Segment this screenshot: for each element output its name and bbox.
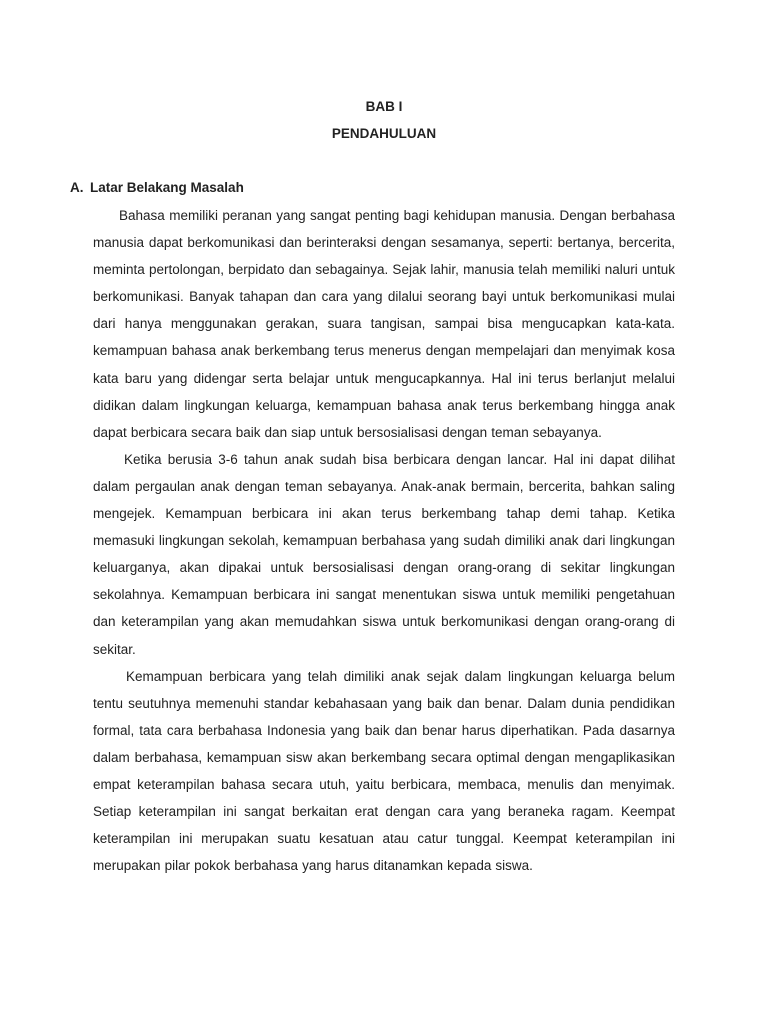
section-letter: A. bbox=[70, 180, 84, 195]
paragraph-1: Bahasa memiliki peranan yang sangat penting bagi kehidupan manusia. Dengan berbahasa manusia dapat berkomunikasi dan berinteraksi dengan sesamanya, seperti: bertanya, bercerita, meminta pertolongan, berpidato dan sebagainya. Sejak lahir, manusia telah memiliki naluri untuk berkomunikasi. Banyak tahapan dan cara yang dilalui seorang bayi untuk berkomunikasi mulai dari hanya menggunakan gerakan, suara tangisan, sampai bisa mengucapkan kata-kata. kemampuan bahasa anak berkembang terus menerus dengan mempelajari dan menyimak kosa kata baru yang didengar serta belajar untuk mengucapkannya. Hal ini terus berlanjut melalui didikan dalam lingkungan keluarga, kemampuan bahasa anak terus berkembang hingga anak dapat berbicara secara baik dan siap untuk bersosialisasi dengan teman sebayanya. bbox=[93, 208, 675, 440]
body-text bbox=[93, 202, 675, 879]
section-title: Latar Belakang Masalah bbox=[90, 180, 244, 195]
paragraph-2: Ketika berusia 3-6 tahun anak sudah bisa berbicara dengan lancar. Hal ini dapat dilihat dalam pergaulan anak dengan teman sebayanya. Anak-anak bermain, bercerita, bahkan saling mengejek. Kemampuan berbicara ini akan terus berkembang tahap demi tahap. Ketika memasuki lingkungan sekolah, kemampuan berbahasa yang sudah dimiliki anak dari lingkungan keluarganya, akan dipakai untuk bersosialisasi dengan orang-orang di sekitar lingkungan sekolahnya. Kemampuan berbicara ini sangat menentukan siswa untuk memiliki pengetahuan dan keterampilan yang akan memudahkan siswa untuk berkomunikasi dengan orang-orang di sekitar. bbox=[93, 451, 675, 657]
section-heading bbox=[70, 180, 244, 196]
paragraph-3: Kemampuan berbicara yang telah dimiliki anak sejak dalam lingkungan keluarga belum tentu seutuhnya memenuhi standar kebahasaan yang baik dan benar. Dalam dunia pendidikan formal, tata cara berbahasa Indonesia yang baik dan benar harus diperhatikan. Pada dasarnya dalam berbahasa, kemampuan sisw akan berkembang secara optimal dengan mengaplikasikan empat keterampilan bahasa secara utuh, yaitu berbicara, membaca, menulis dan menyimak. Setiap keterampilan ini sangat berkaitan erat dengan cara yang beraneka ragam. Keempat keterampilan ini merupakan suatu kesatuan atau catur tunggal. Keempat keterampilan ini merupakan pilar pokok berbahasa yang harus ditanamkan kepada siswa. bbox=[93, 668, 675, 874]
chapter-title: PENDAHULUAN bbox=[331, 126, 437, 141]
chapter-number: BAB I bbox=[365, 99, 403, 114]
